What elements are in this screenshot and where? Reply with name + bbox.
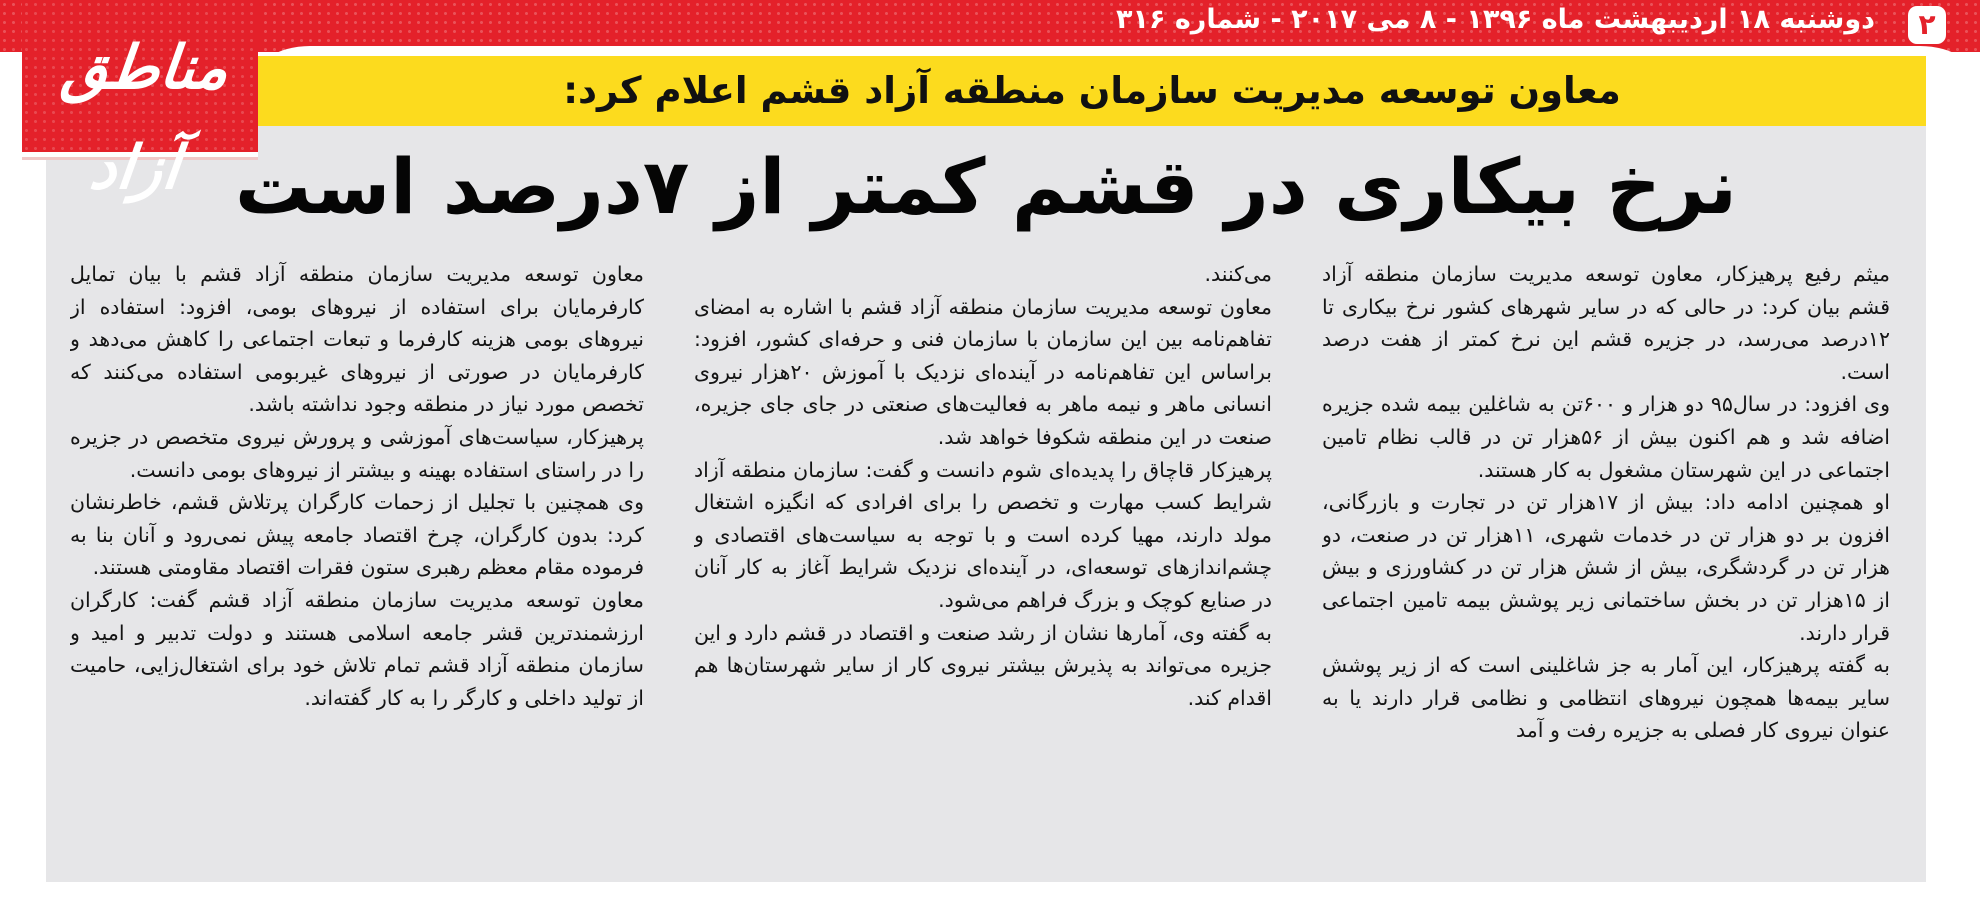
article-column-1 [1322, 258, 1890, 868]
paragraph: به گفته وی، آمارها نشان از رشد صنعت و اقتصاد در قشم دارد و این جزیره می‌تواند به پذیرش بیشتر نیروی کار از سایر شهرستان‌ها هم اقدام کند. [694, 620, 1272, 710]
page-number-badge: ۲ [1908, 6, 1946, 44]
paragraph: معاون توسعه مدیریت سازمان منطقه آزاد قشم گفت: کارگران ارزشمندترین قشر جامعه اسلامی هستند و دولت تدبیر و امید و سازمان منطقه آزاد قشم تمام تلاش خود برای اشتغال‌زایی، حامیت از تولید داخلی و کارگر را به کار گفته‌اند. [70, 587, 644, 710]
article-column-2 [694, 258, 1272, 868]
issue-date-line: دوشنبه ۱۸ اردیبهشت ماه ۱۳۹۶ - ۸ می ۲۰۱۷ - شماره ۳۱۶ [1115, 4, 1875, 35]
article-headline: نرخ بیکاری در قشم کمتر از ۷درصد است [235, 142, 1737, 231]
paragraph: پرهیزکار، سیاست‌های آموزشی و پرورش نیروی متخصص در جزیره را در راستای استفاده بهینه و بیشتر از نیروهای بومی دانست. [70, 424, 644, 482]
paragraph: وی همچنین با تجلیل از زحمات کارگران پرتلاش قشم، خاطرنشان کرد: بدون کارگران، چرخ اقتصاد جامعه پیش نمی‌رود و آنان بنا به فرموده مقام معظم رهبری ستون فقرات اقتصاد مقاومتی هستند. [70, 490, 644, 580]
paragraph: پرهیزکار قاچاق را پدیده‌ای شوم دانست و گفت: سازمان منطقه آزاد شرایط کسب مهارت و تخصص را برای افرادی که انگیزه اشتغال مولد دارند، مهیا کرده است و با توجه به سیاست‌های اقتصادی و چشم‌اندازهای توسعه‌ای، در آینده‌ای نزدیک شرایط آغاز به کار آنان در صنایع کوچک و بزرگ فراهم می‌شود. [694, 457, 1272, 612]
paragraph: او همچنین ادامه داد: بیش از ۱۷هزار تن در تجارت و بازرگانی، افزون بر دو هزار تن در خدمات شهری، ۱۱هزار تن در صنعت، دو هزار تن در گردشگری، بیش از شش هزار تن در کشاورزی و بیش از ۱۵هزار تن در بخش ساختمانی زیر پوشش بیمه تامین اجتماعی قرار دارند. [1322, 490, 1890, 645]
paragraph: می‌کنند. [1204, 262, 1272, 286]
paragraph: به گفته پرهیزکار، این آمار به جز شاغلینی است که از زیر پوشش سایر بیمه‌ها همچون نیروهای انتظامی و نظامی قرار دارند یا به عنوان نیروی کار فصلی به جزیره رفت و آمد [1322, 653, 1890, 743]
logo-text: مناطق آزاد [58, 33, 233, 203]
paragraph: معاون توسعه مدیریت سازمان منطقه آزاد قشم با بیان تمایل کارفرمایان برای استفاده از نیروهای بومی، افزود: استفاده از نیروهای بومی هزینه کارفرما و تبعات اجتماعی را کاهش می‌دهد و کارفرمایان در صورتی از نیروهای غیربومی استفاده می‌کنند که تخصص مورد نیاز در منطقه وجود نداشته باشد. [70, 262, 644, 417]
paragraph: معاون توسعه مدیریت سازمان منطقه آزاد قشم با اشاره به امضای تفاهم‌نامه بین این سازمان با سازمان فنی و حرفه‌ای کشور، افزود: براساس این تفاهم‌نامه در آینده‌ای نزدیک با آموزش ۲۰هزار نیروی انسانی ماهر و نیمه ماهر به فعالیت‌های صنعتی در جای جای جزیره، صنعت در این منطقه شکوفا خواهد شد. [694, 294, 1272, 449]
article-column-3 [70, 258, 644, 868]
paragraph: میثم رفیع پرهیزکار، معاون توسعه مدیریت سازمان منطقه آزاد قشم بیان کرد: در حالی که در سایر شهرهای کشور نرخ بیکاری تا ۱۲درصد می‌رسد، در جزیره قشم این نرخ کمتر از هفت درصد است. [1322, 262, 1890, 384]
paragraph: وی افزود: در سال۹۵ دو هزار و ۶۰۰تن به شاغلین بیمه شده جزیره اضافه شد و هم اکنون بیش از ۵۶هزار تن در قالب نظام تامین اجتماعی در این شهرستان مشغول به کار هستند. [1322, 392, 1890, 482]
article-kicker: معاون توسعه مدیریت سازمان منطقه آزاد قشم اعلام کرد: [258, 56, 1926, 126]
